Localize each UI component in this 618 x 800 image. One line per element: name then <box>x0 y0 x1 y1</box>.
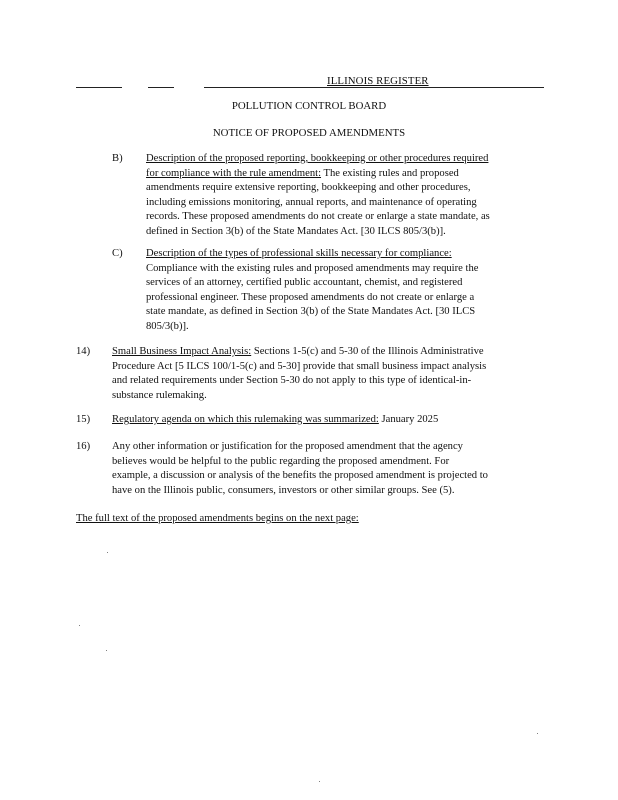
item-heading: Small Business Impact Analysis: <box>112 346 252 357</box>
item-text-line: believes would be helpful to the public regarding the proposed amendment. For <box>112 455 450 467</box>
sub-item-marker: C) <box>112 248 123 259</box>
header-rule-segment <box>76 87 122 88</box>
sub-item-text-line: state mandate, as defined in Section 3(b) of the State Mandates Act. [30 ILCS <box>146 306 476 318</box>
agency-title: POLLUTION CONTROL BOARD <box>231 100 387 112</box>
sub-item-text-line: amendments require extensive reporting, bookkeeping and other procedures, <box>146 182 471 194</box>
item-first-line <box>112 413 544 428</box>
scan-speck <box>106 650 107 651</box>
sub-item-text-line: 805/3(b)]. <box>146 320 189 332</box>
scan-speck <box>79 625 80 626</box>
closing-statement: The full text of the proposed amendments begins on the next page: <box>76 513 359 524</box>
sub-item-text-line: professional engineer. These proposed amendments do not create or enlarge a <box>146 291 475 303</box>
item-heading: Regulatory agenda on which this rulemaking was summarized: <box>112 414 379 425</box>
item-text: January 2025 <box>378 414 439 425</box>
register-header <box>76 74 542 88</box>
item-first-line <box>112 345 544 360</box>
item-body <box>112 440 544 498</box>
item-marker: 16) <box>76 441 91 452</box>
item-text-line: Procedure Act [5 ILCS 100/1-5(c) and 5-30] provide that small business impact analysis <box>112 360 487 372</box>
item-body <box>112 413 544 428</box>
item-marker: 15) <box>76 414 91 425</box>
item-text-line: have on the Illinois public, consumers, investors or other similar groups. See (5). <box>112 484 455 496</box>
header-rule-segment <box>148 87 174 88</box>
sub-item-text: The existing rules and proposed <box>321 167 459 179</box>
sub-item-text-line: defined in Section 3(b) of the State Mandates Act. [30 ILCS 805/3(b)]. <box>146 225 446 237</box>
sub-item-text-line: records. These proposed amendments do not create or enlarge a state mandate, as <box>146 211 490 223</box>
sub-item-mixed-line <box>146 167 546 182</box>
sub-item-body <box>146 152 546 240</box>
scan-speck <box>107 552 108 553</box>
sub-item-heading-line: for compliance with the rule amendment: <box>146 167 322 179</box>
notice-title: NOTICE OF PROPOSED AMENDMENTS <box>212 127 406 139</box>
sub-item-heading-line: Description of the proposed reporting, bookkeeping or other procedures required <box>146 153 489 164</box>
sub-item-marker: B) <box>112 153 123 164</box>
register-title: ILLINOIS REGISTER <box>327 75 429 87</box>
sub-item-body <box>146 247 546 335</box>
item-text-line: substance rulemaking. <box>112 389 207 401</box>
item-text-line: and related requirements under Section 5-30 do not apply to this type of identical-in- <box>112 375 472 387</box>
item-first-line: Any other information or justification for the proposed amendment that the agency <box>112 441 463 452</box>
item-text-line: example, a discussion or analysis of the benefits the proposed amendment is projected to <box>112 470 488 482</box>
scan-speck <box>319 781 320 782</box>
sub-item-text-line: Compliance with the existing rules and proposed amendments may require the <box>146 262 479 274</box>
item-marker: 14) <box>76 346 91 357</box>
sub-item-text-line: services of an attorney, certified public accountant, chemist, and registered <box>146 277 463 289</box>
sub-item-text-line: including emissions monitoring, annual reports, and maintenance of operating <box>146 196 477 208</box>
scan-speck <box>537 733 538 734</box>
item-text: Sections 1-5(c) and 5-30 of the Illinois Administrative <box>251 346 484 357</box>
item-body <box>112 345 544 403</box>
sub-item-heading-line: Description of the types of professional skills necessary for compliance: <box>146 248 452 259</box>
